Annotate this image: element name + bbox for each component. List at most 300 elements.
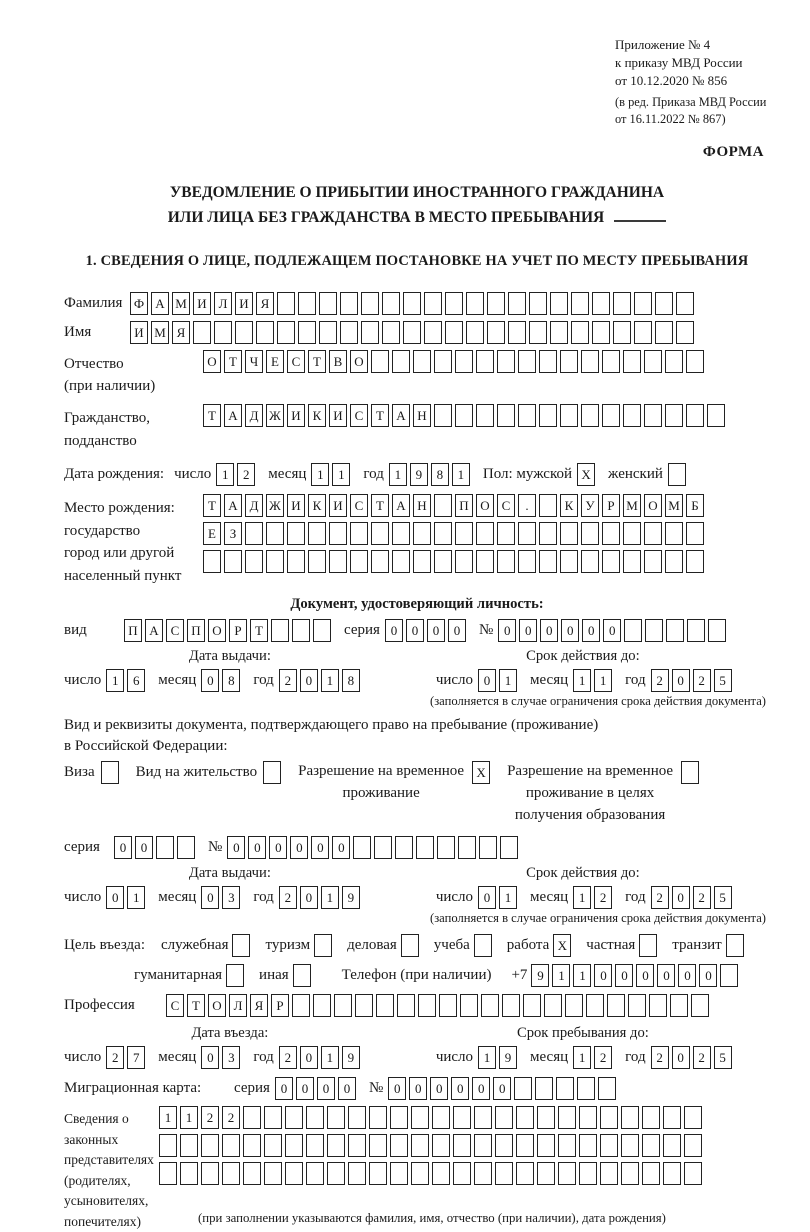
char-cell[interactable]: [497, 550, 515, 573]
char-cell[interactable]: М: [172, 292, 190, 315]
char-cell[interactable]: 5: [714, 886, 732, 909]
char-cell[interactable]: [319, 321, 337, 344]
char-cell[interactable]: А: [151, 292, 169, 315]
char-cell[interactable]: [516, 1134, 534, 1157]
char-cell[interactable]: [514, 1077, 532, 1100]
char-cell[interactable]: 9: [410, 463, 428, 486]
char-cell[interactable]: [642, 1106, 660, 1129]
char-cell[interactable]: 1: [573, 886, 591, 909]
char-cell[interactable]: [686, 404, 704, 427]
char-cell[interactable]: [434, 350, 452, 373]
char-cell[interactable]: [308, 522, 326, 545]
char-cell[interactable]: [495, 1162, 513, 1185]
char-cell[interactable]: [355, 994, 373, 1017]
char-cell[interactable]: [327, 1162, 345, 1185]
char-cell[interactable]: [487, 292, 505, 315]
char-cell[interactable]: [287, 550, 305, 573]
char-cell[interactable]: [720, 964, 738, 987]
char-cell[interactable]: [348, 1106, 366, 1129]
char-cell[interactable]: [565, 994, 583, 1017]
char-cell[interactable]: 1: [332, 463, 350, 486]
char-cell[interactable]: [222, 1162, 240, 1185]
char-cell[interactable]: 2: [594, 1046, 612, 1069]
char-cell[interactable]: 0: [275, 1077, 293, 1100]
char-cell[interactable]: [529, 292, 547, 315]
char-cell[interactable]: [203, 550, 221, 573]
char-cell[interactable]: 2: [651, 1046, 669, 1069]
char-cell[interactable]: [550, 321, 568, 344]
char-cell[interactable]: 2: [594, 886, 612, 909]
char-cell[interactable]: 0: [594, 964, 612, 987]
char-cell[interactable]: [319, 292, 337, 315]
char-cell[interactable]: [411, 1106, 429, 1129]
char-cell[interactable]: Д: [245, 404, 263, 427]
char-cell[interactable]: 2: [693, 886, 711, 909]
char-cell[interactable]: [353, 836, 371, 859]
char-cell[interactable]: [476, 522, 494, 545]
char-cell[interactable]: [361, 292, 379, 315]
char-cell[interactable]: 6: [127, 669, 145, 692]
char-cell[interactable]: [390, 1106, 408, 1129]
char-cell[interactable]: З: [224, 522, 242, 545]
char-cell[interactable]: [497, 404, 515, 427]
char-cell[interactable]: 1: [321, 886, 339, 909]
char-cell[interactable]: [413, 522, 431, 545]
char-cell[interactable]: [458, 836, 476, 859]
char-cell[interactable]: [285, 1106, 303, 1129]
char-cell[interactable]: [623, 350, 641, 373]
char-cell[interactable]: 9: [342, 1046, 360, 1069]
char-cell[interactable]: [390, 1134, 408, 1157]
char-cell[interactable]: И: [130, 321, 148, 344]
char-cell[interactable]: [602, 404, 620, 427]
char-cell[interactable]: 1: [389, 463, 407, 486]
char-cell[interactable]: [292, 994, 310, 1017]
char-cell[interactable]: Д: [245, 494, 263, 517]
char-cell[interactable]: [687, 619, 705, 642]
char-cell[interactable]: [392, 550, 410, 573]
char-cell[interactable]: 0: [478, 886, 496, 909]
char-cell[interactable]: С: [287, 350, 305, 373]
char-cell[interactable]: [392, 350, 410, 373]
char-cell[interactable]: К: [308, 494, 326, 517]
char-cell[interactable]: [592, 321, 610, 344]
char-cell[interactable]: [455, 404, 473, 427]
char-cell[interactable]: Т: [308, 350, 326, 373]
char-cell[interactable]: 0: [678, 964, 696, 987]
char-cell[interactable]: [371, 550, 389, 573]
char-cell[interactable]: [558, 1134, 576, 1157]
char-cell[interactable]: X: [472, 761, 490, 784]
char-cell[interactable]: О: [208, 619, 226, 642]
char-cell[interactable]: [539, 350, 557, 373]
char-cell[interactable]: [623, 550, 641, 573]
char-cell[interactable]: Л: [229, 994, 247, 1017]
char-cell[interactable]: 1: [552, 964, 570, 987]
char-cell[interactable]: У: [581, 494, 599, 517]
char-cell[interactable]: [460, 994, 478, 1017]
char-cell[interactable]: [432, 1162, 450, 1185]
char-cell[interactable]: 0: [135, 836, 153, 859]
char-cell[interactable]: [434, 494, 452, 517]
char-cell[interactable]: [306, 1106, 324, 1129]
char-cell[interactable]: [497, 350, 515, 373]
char-cell[interactable]: [476, 350, 494, 373]
char-cell[interactable]: [600, 1162, 618, 1185]
char-cell[interactable]: О: [644, 494, 662, 517]
char-cell[interactable]: [403, 292, 421, 315]
char-cell[interactable]: [434, 522, 452, 545]
char-cell[interactable]: [340, 321, 358, 344]
char-cell[interactable]: Я: [172, 321, 190, 344]
char-cell[interactable]: [634, 321, 652, 344]
char-cell[interactable]: Т: [187, 994, 205, 1017]
char-cell[interactable]: [306, 1134, 324, 1157]
char-cell[interactable]: 0: [427, 619, 445, 642]
char-cell[interactable]: [558, 1106, 576, 1129]
char-cell[interactable]: [634, 292, 652, 315]
char-cell[interactable]: Т: [203, 404, 221, 427]
char-cell[interactable]: X: [577, 463, 595, 486]
char-cell[interactable]: 2: [279, 1046, 297, 1069]
char-cell[interactable]: 0: [300, 886, 318, 909]
char-cell[interactable]: [382, 292, 400, 315]
char-cell[interactable]: 5: [714, 669, 732, 692]
char-cell[interactable]: [369, 1134, 387, 1157]
char-cell[interactable]: М: [665, 494, 683, 517]
char-cell[interactable]: 2: [237, 463, 255, 486]
char-cell[interactable]: М: [623, 494, 641, 517]
char-cell[interactable]: 0: [296, 1077, 314, 1100]
char-cell[interactable]: [243, 1106, 261, 1129]
char-cell[interactable]: 2: [279, 886, 297, 909]
char-cell[interactable]: [621, 1106, 639, 1129]
char-cell[interactable]: [663, 1134, 681, 1157]
char-cell[interactable]: [432, 1134, 450, 1157]
char-cell[interactable]: [159, 1162, 177, 1185]
char-cell[interactable]: 1: [180, 1106, 198, 1129]
char-cell[interactable]: 2: [222, 1106, 240, 1129]
char-cell[interactable]: [581, 550, 599, 573]
char-cell[interactable]: 1: [478, 1046, 496, 1069]
char-cell[interactable]: 8: [342, 669, 360, 692]
char-cell[interactable]: [327, 1134, 345, 1157]
char-cell[interactable]: 8: [431, 463, 449, 486]
char-cell[interactable]: [445, 292, 463, 315]
char-cell[interactable]: [539, 522, 557, 545]
char-cell[interactable]: [624, 619, 642, 642]
char-cell[interactable]: [642, 1162, 660, 1185]
char-cell[interactable]: [508, 292, 526, 315]
char-cell[interactable]: 0: [540, 619, 558, 642]
char-cell[interactable]: [644, 550, 662, 573]
char-cell[interactable]: 0: [430, 1077, 448, 1100]
char-cell[interactable]: [334, 994, 352, 1017]
char-cell[interactable]: 1: [573, 964, 591, 987]
char-cell[interactable]: 0: [106, 886, 124, 909]
char-cell[interactable]: [600, 1106, 618, 1129]
char-cell[interactable]: [579, 1162, 597, 1185]
char-cell[interactable]: М: [151, 321, 169, 344]
char-cell[interactable]: К: [308, 404, 326, 427]
char-cell[interactable]: 0: [603, 619, 621, 642]
char-cell[interactable]: 1: [499, 886, 517, 909]
char-cell[interactable]: [327, 1106, 345, 1129]
char-cell[interactable]: [495, 1134, 513, 1157]
char-cell[interactable]: 0: [201, 669, 219, 692]
char-cell[interactable]: 0: [498, 619, 516, 642]
char-cell[interactable]: [577, 1077, 595, 1100]
char-cell[interactable]: [644, 404, 662, 427]
char-cell[interactable]: [266, 550, 284, 573]
char-cell[interactable]: [424, 292, 442, 315]
char-cell[interactable]: [686, 550, 704, 573]
char-cell[interactable]: [628, 994, 646, 1017]
char-cell[interactable]: [159, 1134, 177, 1157]
char-cell[interactable]: [313, 994, 331, 1017]
char-cell[interactable]: 0: [300, 1046, 318, 1069]
char-cell[interactable]: [592, 292, 610, 315]
char-cell[interactable]: [474, 1106, 492, 1129]
char-cell[interactable]: С: [350, 494, 368, 517]
char-cell[interactable]: 1: [311, 463, 329, 486]
char-cell[interactable]: 0: [493, 1077, 511, 1100]
char-cell[interactable]: [382, 321, 400, 344]
char-cell[interactable]: [298, 321, 316, 344]
char-cell[interactable]: И: [287, 404, 305, 427]
char-cell[interactable]: [607, 994, 625, 1017]
char-cell[interactable]: [539, 404, 557, 427]
char-cell[interactable]: 0: [672, 1046, 690, 1069]
char-cell[interactable]: О: [203, 350, 221, 373]
char-cell[interactable]: 0: [290, 836, 308, 859]
char-cell[interactable]: [453, 1162, 471, 1185]
char-cell[interactable]: [684, 1134, 702, 1157]
char-cell[interactable]: 0: [300, 669, 318, 692]
char-cell[interactable]: К: [560, 494, 578, 517]
char-cell[interactable]: [666, 619, 684, 642]
char-cell[interactable]: [623, 522, 641, 545]
char-cell[interactable]: [285, 1162, 303, 1185]
char-cell[interactable]: [201, 1134, 219, 1157]
char-cell[interactable]: [668, 463, 686, 486]
char-cell[interactable]: Ч: [245, 350, 263, 373]
char-cell[interactable]: [350, 522, 368, 545]
char-cell[interactable]: 2: [201, 1106, 219, 1129]
char-cell[interactable]: А: [224, 404, 242, 427]
char-cell[interactable]: [691, 994, 709, 1017]
char-cell[interactable]: 0: [248, 836, 266, 859]
char-cell[interactable]: [581, 350, 599, 373]
char-cell[interactable]: 1: [321, 1046, 339, 1069]
char-cell[interactable]: [707, 404, 725, 427]
char-cell[interactable]: П: [455, 494, 473, 517]
char-cell[interactable]: А: [224, 494, 242, 517]
char-cell[interactable]: [243, 1134, 261, 1157]
char-cell[interactable]: [277, 292, 295, 315]
char-cell[interactable]: 7: [127, 1046, 145, 1069]
char-cell[interactable]: [665, 550, 683, 573]
char-cell[interactable]: [686, 350, 704, 373]
char-cell[interactable]: [298, 292, 316, 315]
char-cell[interactable]: [264, 1106, 282, 1129]
char-cell[interactable]: И: [329, 404, 347, 427]
char-cell[interactable]: Е: [203, 522, 221, 545]
char-cell[interactable]: 1: [573, 1046, 591, 1069]
char-cell[interactable]: [560, 550, 578, 573]
char-cell[interactable]: [413, 550, 431, 573]
char-cell[interactable]: [418, 994, 436, 1017]
char-cell[interactable]: 0: [311, 836, 329, 859]
char-cell[interactable]: [413, 350, 431, 373]
char-cell[interactable]: [369, 1106, 387, 1129]
char-cell[interactable]: [481, 994, 499, 1017]
char-cell[interactable]: 2: [279, 669, 297, 692]
char-cell[interactable]: [644, 350, 662, 373]
char-cell[interactable]: [508, 321, 526, 344]
char-cell[interactable]: [479, 836, 497, 859]
char-cell[interactable]: 0: [409, 1077, 427, 1100]
char-cell[interactable]: С: [166, 619, 184, 642]
char-cell[interactable]: 1: [594, 669, 612, 692]
char-cell[interactable]: [676, 321, 694, 344]
char-cell[interactable]: А: [392, 494, 410, 517]
char-cell[interactable]: [518, 404, 536, 427]
char-cell[interactable]: Т: [203, 494, 221, 517]
char-cell[interactable]: [670, 994, 688, 1017]
char-cell[interactable]: [665, 404, 683, 427]
char-cell[interactable]: 1: [106, 669, 124, 692]
char-cell[interactable]: [403, 321, 421, 344]
char-cell[interactable]: [645, 619, 663, 642]
char-cell[interactable]: [495, 1106, 513, 1129]
char-cell[interactable]: [256, 321, 274, 344]
char-cell[interactable]: 0: [672, 669, 690, 692]
char-cell[interactable]: Т: [371, 494, 389, 517]
char-cell[interactable]: И: [193, 292, 211, 315]
char-cell[interactable]: [537, 1106, 555, 1129]
char-cell[interactable]: 0: [561, 619, 579, 642]
char-cell[interactable]: [663, 1162, 681, 1185]
char-cell[interactable]: [371, 350, 389, 373]
char-cell[interactable]: [193, 321, 211, 344]
char-cell[interactable]: [292, 619, 310, 642]
char-cell[interactable]: [684, 1162, 702, 1185]
char-cell[interactable]: Т: [224, 350, 242, 373]
char-cell[interactable]: [571, 321, 589, 344]
char-cell[interactable]: 0: [472, 1077, 490, 1100]
char-cell[interactable]: [340, 292, 358, 315]
char-cell[interactable]: [560, 404, 578, 427]
char-cell[interactable]: А: [392, 404, 410, 427]
char-cell[interactable]: [560, 350, 578, 373]
char-cell[interactable]: 0: [519, 619, 537, 642]
char-cell[interactable]: 0: [582, 619, 600, 642]
char-cell[interactable]: [226, 964, 244, 987]
char-cell[interactable]: И: [235, 292, 253, 315]
char-cell[interactable]: [544, 994, 562, 1017]
char-cell[interactable]: 9: [499, 1046, 517, 1069]
char-cell[interactable]: [676, 292, 694, 315]
char-cell[interactable]: 2: [106, 1046, 124, 1069]
char-cell[interactable]: [245, 550, 263, 573]
char-cell[interactable]: Я: [250, 994, 268, 1017]
char-cell[interactable]: 0: [448, 619, 466, 642]
char-cell[interactable]: [665, 522, 683, 545]
char-cell[interactable]: [285, 1134, 303, 1157]
char-cell[interactable]: [329, 550, 347, 573]
char-cell[interactable]: [455, 350, 473, 373]
char-cell[interactable]: 3: [222, 1046, 240, 1069]
char-cell[interactable]: [214, 321, 232, 344]
char-cell[interactable]: [500, 836, 518, 859]
char-cell[interactable]: Т: [250, 619, 268, 642]
char-cell[interactable]: [177, 836, 195, 859]
char-cell[interactable]: [416, 836, 434, 859]
char-cell[interactable]: [558, 1162, 576, 1185]
char-cell[interactable]: [476, 550, 494, 573]
char-cell[interactable]: [224, 550, 242, 573]
char-cell[interactable]: [560, 522, 578, 545]
char-cell[interactable]: [376, 994, 394, 1017]
char-cell[interactable]: [681, 761, 699, 784]
char-cell[interactable]: [350, 550, 368, 573]
char-cell[interactable]: 0: [332, 836, 350, 859]
char-cell[interactable]: 5: [714, 1046, 732, 1069]
char-cell[interactable]: [369, 1162, 387, 1185]
char-cell[interactable]: [600, 1134, 618, 1157]
char-cell[interactable]: П: [187, 619, 205, 642]
char-cell[interactable]: С: [166, 994, 184, 1017]
char-cell[interactable]: [539, 494, 557, 517]
char-cell[interactable]: [329, 522, 347, 545]
char-cell[interactable]: [401, 934, 419, 957]
char-cell[interactable]: [264, 1162, 282, 1185]
char-cell[interactable]: 0: [657, 964, 675, 987]
char-cell[interactable]: [445, 321, 463, 344]
char-cell[interactable]: [487, 321, 505, 344]
char-cell[interactable]: [306, 1162, 324, 1185]
char-cell[interactable]: [518, 350, 536, 373]
char-cell[interactable]: 8: [222, 669, 240, 692]
char-cell[interactable]: [516, 1162, 534, 1185]
char-cell[interactable]: [434, 404, 452, 427]
char-cell[interactable]: [665, 350, 683, 373]
char-cell[interactable]: [523, 994, 541, 1017]
char-cell[interactable]: О: [208, 994, 226, 1017]
char-cell[interactable]: [613, 292, 631, 315]
char-cell[interactable]: 0: [406, 619, 424, 642]
char-cell[interactable]: [586, 994, 604, 1017]
char-cell[interactable]: Ф: [130, 292, 148, 315]
char-cell[interactable]: 9: [531, 964, 549, 987]
char-cell[interactable]: [497, 522, 515, 545]
char-cell[interactable]: [621, 1162, 639, 1185]
char-cell[interactable]: [392, 522, 410, 545]
char-cell[interactable]: [455, 550, 473, 573]
char-cell[interactable]: [397, 994, 415, 1017]
char-cell[interactable]: 0: [699, 964, 717, 987]
char-cell[interactable]: [453, 1134, 471, 1157]
char-cell[interactable]: [476, 404, 494, 427]
char-cell[interactable]: С: [497, 494, 515, 517]
char-cell[interactable]: [271, 619, 289, 642]
char-cell[interactable]: [644, 522, 662, 545]
char-cell[interactable]: И: [287, 494, 305, 517]
char-cell[interactable]: [264, 1134, 282, 1157]
char-cell[interactable]: [571, 292, 589, 315]
char-cell[interactable]: [623, 404, 641, 427]
